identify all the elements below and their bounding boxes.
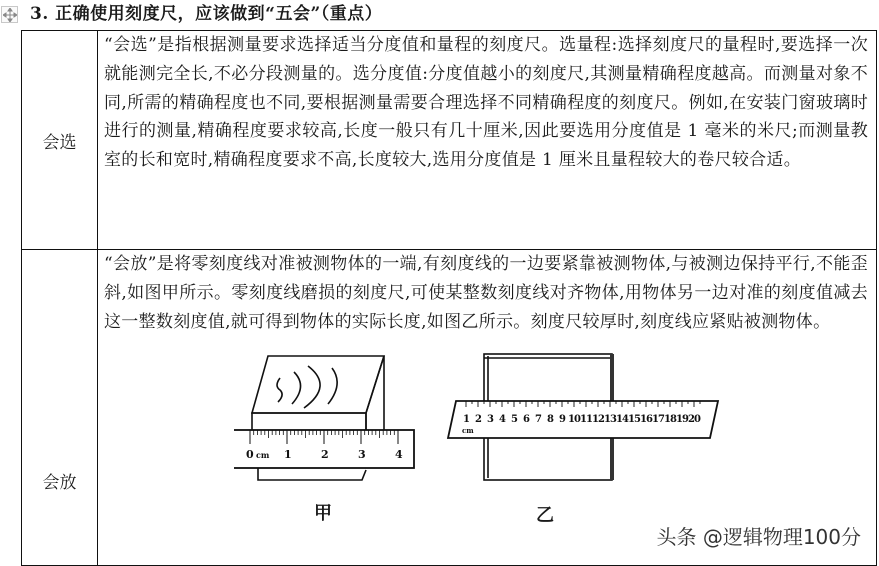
row-label-select: 会选 [22, 31, 98, 250]
svg-text:15: 15 [628, 414, 640, 426]
svg-text:2: 2 [475, 414, 482, 426]
svg-text:18: 18 [664, 414, 676, 426]
svg-text:5: 5 [511, 414, 518, 426]
figures-area [104, 336, 868, 536]
svg-text:13: 13 [604, 414, 616, 426]
svg-text:2: 2 [321, 448, 329, 462]
svg-text:1: 1 [463, 414, 470, 426]
svg-text:3: 3 [487, 414, 494, 426]
table-row-select [22, 31, 877, 250]
svg-text:12: 12 [592, 414, 604, 426]
ruler-jia-label-0: 0 [246, 448, 254, 462]
section-heading: 3. 正确使用刻度尺，应该做到“五会”（重点） [30, 4, 383, 24]
svg-text:8: 8 [547, 414, 554, 426]
move-arrows-icon [3, 8, 17, 22]
figure-jia-caption: 甲 [314, 503, 332, 525]
row-content-place [98, 250, 877, 566]
svg-text:1: 1 [284, 448, 292, 462]
five-skills-table [21, 30, 877, 566]
svg-text:11: 11 [580, 414, 592, 426]
svg-text:9: 9 [559, 414, 566, 426]
figure-yi-ruler-on-glass [442, 348, 732, 493]
svg-text:16: 16 [640, 414, 652, 426]
svg-text:17: 17 [652, 414, 664, 426]
svg-text:6: 6 [523, 414, 530, 426]
svg-text:3: 3 [358, 448, 366, 462]
figure-jia-ruler-on-block [234, 348, 434, 493]
svg-text:10: 10 [568, 414, 580, 426]
svg-text:4: 4 [499, 414, 506, 426]
svg-text:20: 20 [688, 414, 700, 426]
svg-text:7: 7 [535, 414, 542, 426]
figure-yi-caption: 乙 [536, 505, 554, 527]
place-paragraph: “会放”是将零刻度线对准被测物体的一端,有刻度线的一边要紧靠被测物体,与被测边保持平行,不能歪斜,如图甲所示。零刻度线磨损的刻度尺,可使某整数刻度线对齐物体,用物体另一边对准的刻度值减去这一整数刻度值,就可得到物体的实际长度,如图乙所示。刻度尺较厚时,刻度线应紧贴被测物体。 [104, 254, 868, 332]
ruler-yi-unit: cm [462, 426, 474, 436]
svg-text:4: 4 [395, 448, 403, 462]
row-content-select [98, 31, 877, 250]
watermark: 头条 @逻辑物理100分 [656, 525, 861, 549]
table-move-handle[interactable] [1, 6, 18, 23]
svg-text:14: 14 [616, 414, 628, 426]
select-paragraph: “会选”是指根据测量要求选择适当分度值和量程的刻度尺。选量程:选择刻度尺的量程时,要选择一次就能测完全长,不必分段测量的。选分度值:分度值越小的刻度尺,其测量精确程度越高。而测量对象不同,所需的精确程度也不同,要根据测量需要合理选择不同精确程度的刻度尺。例如,在安装门窗玻璃时进行的测量,精确程度要求较高,长度一般只有几十厘米,因此要选用分度值是 1 毫米的米尺;而测量教室的长和宽时,精确程度要求不高,长度较大,选用分度值是 1 厘米且量程较大的卷尺较合适。 [104, 35, 868, 171]
ruler-jia-unit: cm [256, 450, 270, 461]
svg-text:19: 19 [676, 414, 688, 426]
table-row-place [22, 250, 877, 566]
row-label-place: 会放 [22, 250, 98, 566]
